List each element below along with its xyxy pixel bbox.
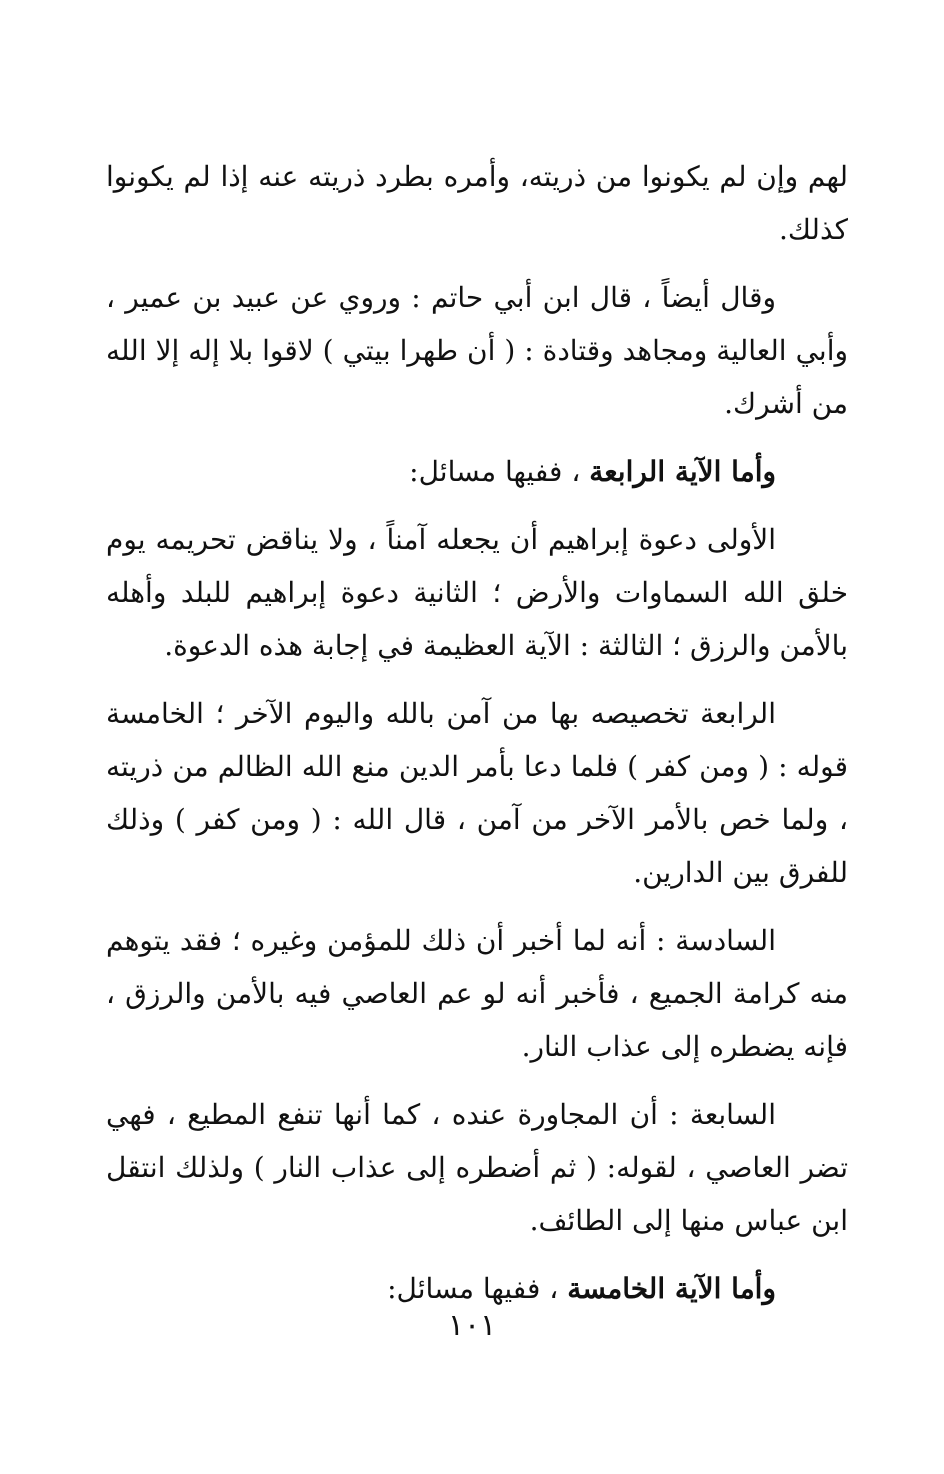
heading-bold-text: وأما الآية الخامسة: [567, 1272, 776, 1305]
heading-bold-text: وأما الآية الرابعة: [589, 455, 776, 488]
heading-rest-text: ، ففيها مسائل:: [409, 455, 590, 488]
page-number: ١٠١: [447, 1308, 497, 1343]
paragraph-issues-4-5: الرابعة تخصيصه بها من آمن بالله واليوم الآخر ؛ الخامسة قوله : ( ومن كفر ) فلما دعا بأمر الدين منع الله الظالم من ذريته ، ولما خص بالأمر الآخر من آمن ، قال الله : ( ومن كفر ) وذلك للفرق بين الدارين.: [106, 697, 848, 889]
body-text: [106, 150, 848, 1330]
paragraph-continuation: لهم وإن لم يكونوا من ذريته، وأمره بطرد ذريته عنه إذا لم يكونوا كذلك.: [106, 160, 848, 246]
paragraph-ibn-abi-hatim: وقال أيضاً ، قال ابن أبي حاتم : وروي عن عبيد بن عمير ، وأبي العالية ومجاهد وقتادة : ( أن طهرا بيتي ) لاقوا بلا إله إلا الله من أشرك.: [106, 281, 848, 420]
paragraph-issue-6: السادسة : أنه لما أخبر أن ذلك للمؤمن وغيره ؛ فقد يتوهم منه كرامة الجميع ، فأخبر أنه لو عم العاصي فيه بالأمن والرزق ، فإنه يضطره إلى عذاب النار.: [106, 924, 848, 1063]
paragraph-issues-1-3: الأولى دعوة إبراهيم أن يجعله آمناً ، ولا يناقض تحريمه يوم خلق الله السماوات والأرض ؛ الثانية دعوة إبراهيم للبلد وأهله بالأمن والرزق ؛ الثالثة : الآية العظيمة في إجابة هذه الدعوة.: [106, 523, 849, 662]
paragraph-issue-7: السابعة : أن المجاورة عنده ، كما أنها تنفع المطيع ، فهي تضر العاصي ، لقوله: ( ثم أضطره إلى عذاب النار ) ولذلك انتقل ابن عباس منها إلى الطائف.: [106, 1098, 848, 1237]
heading-rest-text: ، ففيها مسائل:: [387, 1272, 568, 1305]
section-heading-fourth-verse: [106, 445, 848, 498]
